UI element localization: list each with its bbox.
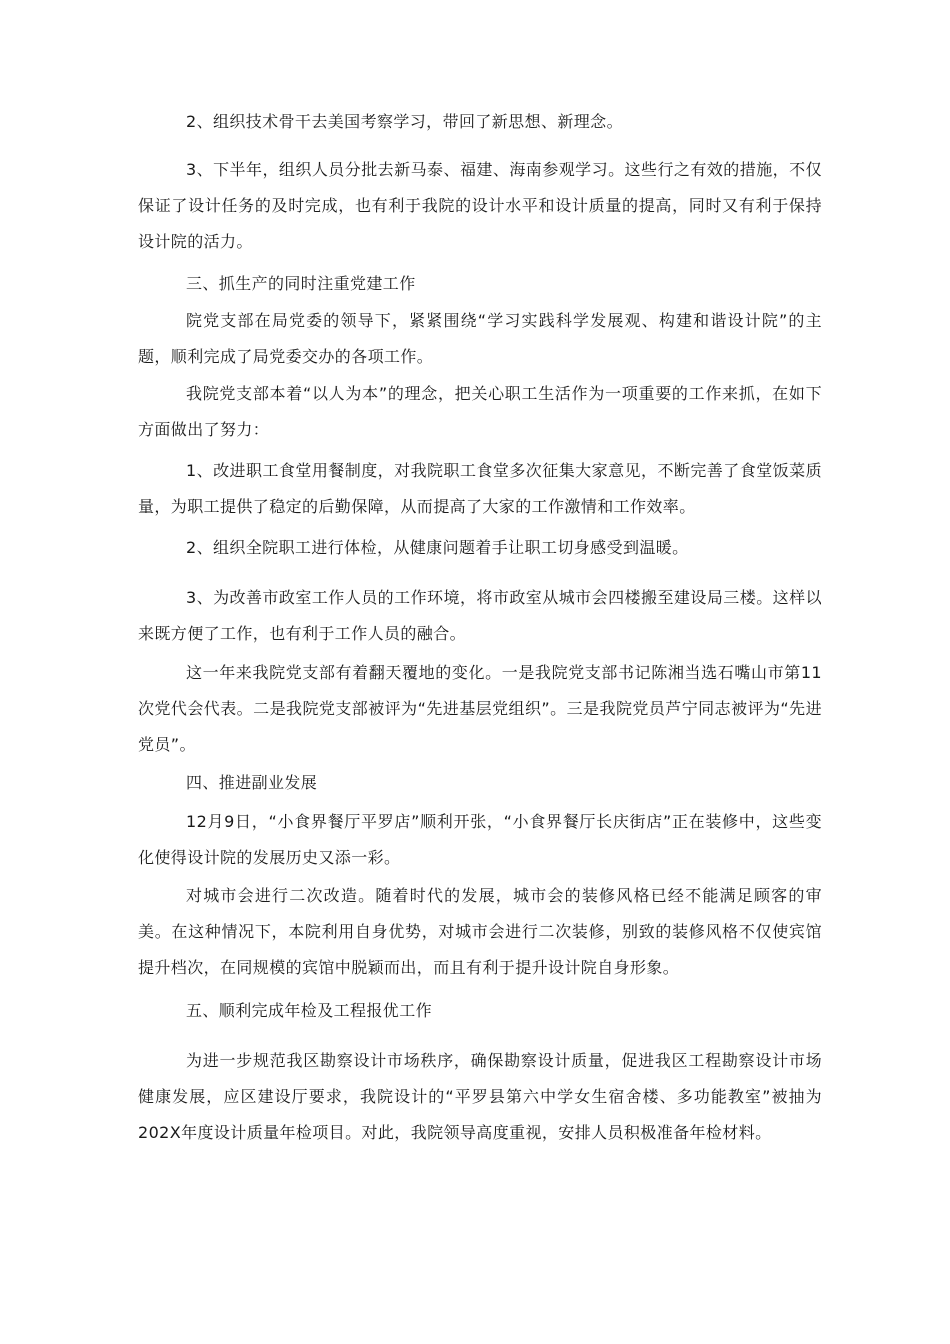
paragraph-office-move: 3、为改善市政室工作人员的工作环境，将市政室从城市会四楼搬至建设局三楼。这样以来既方便了工作，也有利于工作人员的融合。 (138, 588, 822, 643)
paragraph-party-branch-theme: 院党支部在局党委的领导下，紧紧围绕“学习实践科学发展观、构建和谐设计院”的主题，顺利完成了局党委交办的各项工作。 (138, 311, 822, 366)
paragraph-visit-usa: 2、组织技术骨干去美国考察学习，带回了新思想、新理念。 (186, 112, 623, 131)
paragraph-study-tours: 3、下半年，组织人员分批去新马泰、福建、海南参观学习。这些行之有效的措施，不仅保证了设计任务的及时完成，也有利于我院的设计水平和设计质量的提高，同时又有利于保持设计院的活力。 (138, 160, 822, 251)
paragraph-restaurant-opening: 12月9日，“小食界餐厅平罗店”顺利开张，“小食界餐厅长庆街店”正在装修中，这些变化使得设计院的发展历史又添一彩。 (138, 812, 822, 867)
paragraph-people-oriented: 我院党支部本着“以人为本”的理念，把关心职工生活作为一项重要的工作来抓，在如下方面做出了努力： (138, 384, 822, 439)
section-heading-annual-inspection: 五、顺利完成年检及工程报优工作 (186, 1001, 433, 1020)
paragraph-health-check: 2、组织全院职工进行体检，从健康问题着手让职工切身感受到温暖。 (186, 538, 689, 557)
paragraph-renovation: 对城市会进行二次改造。随着时代的发展，城市会的装修风格已经不能满足顾客的审美。在这种情况下，本院利用自身优势，对城市会进行二次装修，别致的装修风格不仅使宾馆提升档次，在同规模的宾馆中脱颖而出，而且有利于提升设计院自身形象。 (138, 886, 822, 977)
paragraph-canteen: 1、改进职工食堂用餐制度，对我院职工食堂多次征集大家意见，不断完善了食堂饭菜质量，为职工提供了稳定的后勤保障，从而提高了大家的工作激情和工作效率。 (138, 461, 822, 516)
paragraph-quality-inspection: 为进一步规范我区勘察设计市场秩序，确保勘察设计质量，促进我区工程勘察设计市场健康发展，应区建设厅要求，我院设计的“平罗县第六中学女生宿舍楼、多功能教室”被抽为202X年度设计质量年检项目。对此，我院领导高度重视，安排人员积极准备年检材料。 (138, 1051, 822, 1142)
section-heading-party-building: 三、抓生产的同时注重党建工作 (186, 274, 416, 293)
paragraph-branch-changes: 这一年来我院党支部有着翻天覆地的变化。一是我院党支部书记陈湘当选石嘴山市第11次党代会代表。二是我院党支部被评为“先进基层党组织”。三是我院党员芦宁同志被评为“先进党员”。 (138, 663, 822, 754)
section-heading-sideline: 四、推进副业发展 (186, 773, 318, 792)
